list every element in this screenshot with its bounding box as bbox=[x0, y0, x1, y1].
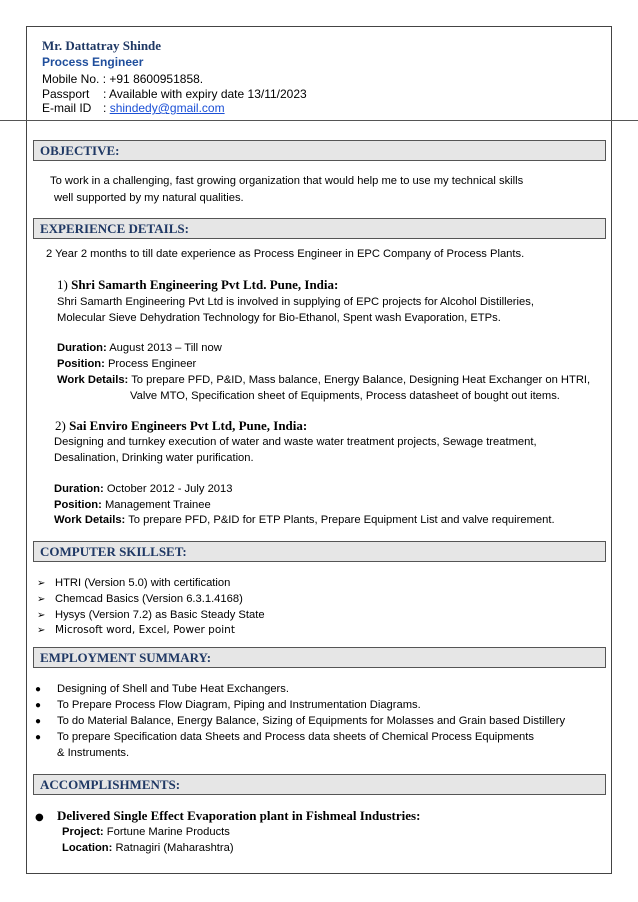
bullet-icon: ● bbox=[35, 684, 42, 695]
job-1-work bbox=[57, 372, 590, 388]
work-label: Work Details: bbox=[54, 514, 126, 526]
header-divider bbox=[0, 120, 638, 121]
accomplishment-project bbox=[62, 824, 230, 840]
contact-passport bbox=[42, 87, 307, 102]
job-2-company: Sai Enviro Engineers Pvt Ltd, Pune, India: bbox=[69, 418, 308, 433]
skill-text: HTRI (Version 5.0) with certification bbox=[55, 577, 231, 589]
duration-label: Duration: bbox=[57, 342, 107, 354]
arrow-bullet-icon: ➢ bbox=[37, 610, 46, 621]
position-value: Process Engineer bbox=[107, 358, 197, 370]
job-2-work bbox=[54, 512, 555, 528]
job-2-index: 2) bbox=[55, 418, 66, 433]
project-label: Project: bbox=[62, 826, 104, 838]
accomplishment-title: Delivered Single Effect Evaporation plant in Fishmeal Industries: bbox=[57, 808, 421, 823]
duration-label: Duration: bbox=[54, 483, 104, 495]
accomplishments-heading: ACCOMPLISHMENTS: bbox=[33, 774, 606, 795]
employment-item bbox=[35, 681, 289, 698]
bullet-icon: ● bbox=[35, 716, 42, 727]
position-value: Management Trainee bbox=[104, 499, 211, 511]
job-1-work-2: Valve MTO, Specification sheet of Equipments, Process datasheet of bought out items. bbox=[130, 390, 560, 402]
employment-text: To do Material Balance, Energy Balance, Sizing of Equipments for Molasses and Grain based Distillery bbox=[57, 715, 566, 727]
work-label: Work Details: bbox=[57, 374, 129, 386]
bullet-icon: ● bbox=[35, 732, 42, 743]
work-line-1: To prepare PFD, P&ID, Mass balance, Energy Balance, Designing Heat Exchanger on HTRI, bbox=[131, 374, 591, 386]
employment-item-4-cont: & Instruments. bbox=[57, 747, 130, 759]
arrow-bullet-icon: ➢ bbox=[37, 625, 46, 636]
skill-item bbox=[37, 575, 230, 592]
skill-text: Chemcad Basics (Version 6.3.1.4168) bbox=[55, 593, 243, 605]
employment-item bbox=[35, 697, 421, 714]
job-2-desc-1: Designing and turnkey execution of water and waste water treatment projects, Sewage treatment, bbox=[54, 436, 537, 448]
mobile-value: +91 8600951858. bbox=[109, 72, 204, 86]
job-1-company: Shri Samarth Engineering Pvt Ltd. Pune, India: bbox=[71, 277, 339, 292]
mobile-label: Mobile No. : bbox=[42, 72, 107, 86]
skill-item bbox=[37, 591, 243, 608]
arrow-bullet-icon: ➢ bbox=[37, 578, 46, 589]
skills-heading: COMPUTER SKILLSET: bbox=[33, 541, 606, 562]
email-separator: : bbox=[103, 101, 107, 115]
arrow-bullet-icon: ➢ bbox=[37, 594, 46, 605]
duration-value: August 2013 – Till now bbox=[109, 342, 222, 354]
skill-text: Hysys (Version 7.2) as Basic Steady State bbox=[55, 609, 265, 621]
email-label: E-mail ID bbox=[42, 101, 92, 115]
email-link[interactable]: shindedy@gmail.com bbox=[109, 101, 225, 115]
objective-line-2: well supported by my natural qualities. bbox=[54, 192, 244, 204]
passport-value: : Available with expiry date 13/11/2023 bbox=[103, 87, 307, 101]
employment-text: To prepare Specification data Sheets and Process data sheets of Chemical Process Equipments bbox=[57, 731, 534, 743]
skill-text: Microsoft word, Excel, Power point bbox=[55, 624, 235, 636]
job-2-duration bbox=[54, 481, 232, 497]
objective-line-1: To work in a challenging, fast growing organization that would help me to use my technical skills bbox=[50, 175, 524, 187]
job-2-company-line bbox=[55, 418, 307, 434]
position-label: Position: bbox=[54, 499, 102, 511]
bullet-icon: ● bbox=[35, 812, 44, 823]
bullet-icon: ● bbox=[35, 700, 42, 711]
employment-heading: EMPLOYMENT SUMMARY: bbox=[33, 647, 606, 668]
employment-text: Designing of Shell and Tube Heat Exchangers. bbox=[57, 683, 289, 695]
contact-email bbox=[42, 101, 225, 116]
skill-item bbox=[37, 622, 235, 639]
employment-text: To Prepare Process Flow Diagram, Piping and Instrumentation Diagrams. bbox=[57, 699, 421, 711]
job-1-position bbox=[57, 356, 196, 372]
location-value: Ratnagiri (Maharashtra) bbox=[115, 842, 234, 854]
experience-summary: 2 Year 2 months to till date experience as Process Engineer in EPC Company of Process Plants. bbox=[46, 248, 525, 260]
objective-heading: OBJECTIVE: bbox=[33, 140, 606, 161]
contact-mobile bbox=[42, 72, 203, 87]
experience-heading: EXPERIENCE DETAILS: bbox=[33, 218, 606, 239]
job-2-desc-2: Desalination, Drinking water purification. bbox=[54, 452, 254, 464]
candidate-role: Process Engineer bbox=[42, 55, 144, 69]
project-value: Fortune Marine Products bbox=[106, 826, 230, 838]
passport-label: Passport bbox=[42, 87, 90, 101]
employment-item bbox=[35, 713, 565, 730]
job-1-company-line bbox=[57, 277, 338, 293]
employment-item bbox=[35, 729, 534, 746]
accomplishment-location bbox=[62, 840, 234, 856]
work-line-1: To prepare PFD, P&ID for ETP Plants, Prepare Equipment List and valve requirement. bbox=[128, 514, 555, 526]
location-label: Location: bbox=[62, 842, 113, 854]
candidate-name: Mr. Dattatray Shinde bbox=[42, 38, 162, 53]
job-1-desc-2: Molecular Sieve Dehydration Technology for Bio-Ethanol, Spent wash Evaporation, ETPs. bbox=[57, 312, 501, 324]
job-1-index: 1) bbox=[57, 277, 68, 292]
accomplishment-title-line bbox=[35, 808, 420, 824]
job-1-duration bbox=[57, 340, 222, 356]
position-label: Position: bbox=[57, 358, 105, 370]
job-2-position bbox=[54, 497, 211, 513]
job-1-desc-1: Shri Samarth Engineering Pvt Ltd is involved in supplying of EPC projects for Alcohol Distilleries, bbox=[57, 296, 534, 308]
duration-value: October 2012 - July 2013 bbox=[106, 483, 233, 495]
